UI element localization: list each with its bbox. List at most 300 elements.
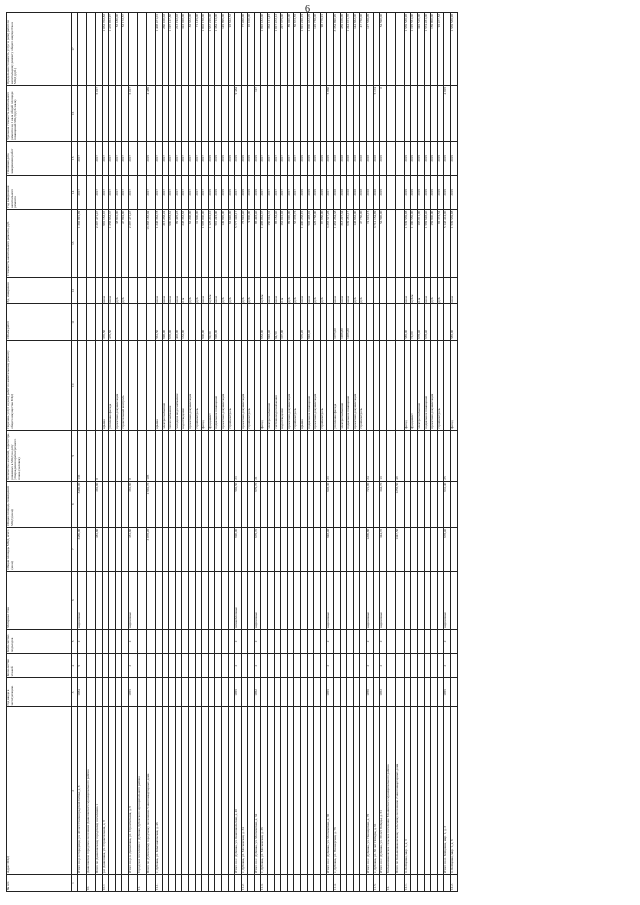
table-cell: 105 <box>146 430 155 481</box>
table-cell <box>281 481 288 527</box>
table-row <box>195 13 202 892</box>
table-cell <box>417 481 424 527</box>
table-cell: кв.м <box>347 277 354 304</box>
table-cell: 2019 <box>215 141 222 175</box>
table-cell <box>287 304 294 340</box>
table-cell: 149 896,00 <box>221 13 228 86</box>
table-cell <box>115 629 122 653</box>
table-cell: 2017 <box>188 141 195 175</box>
table-cell: 502 428,01 <box>307 209 314 277</box>
table-cell <box>115 85 122 141</box>
table-cell: 2017 <box>109 175 116 209</box>
table-cell: 2019 <box>404 141 411 175</box>
column-header: Материал стен <box>7 571 72 629</box>
table-cell <box>347 430 354 481</box>
table-cell <box>221 430 228 481</box>
table-cell: 10 100,00 <box>248 13 255 86</box>
table-cell: 2019 <box>437 141 444 175</box>
table-cell <box>122 430 129 481</box>
table-cell <box>195 678 202 707</box>
table-cell <box>268 571 275 629</box>
table-cell: теплоснабжение <box>169 340 176 430</box>
table-cell <box>450 481 457 527</box>
table-cell: г. Дубовка, ул. Пионерская, д. 76 <box>334 707 341 875</box>
table-cell <box>162 85 169 141</box>
table-cell <box>182 707 189 875</box>
table-cell <box>137 304 146 340</box>
table-row <box>146 13 155 892</box>
table-cell <box>96 629 103 653</box>
table-cell <box>287 527 294 571</box>
table-cell: 2019 <box>301 141 308 175</box>
table-cell: 24 <box>366 430 373 481</box>
table-cell: 1 893 182,00 <box>261 13 268 86</box>
table-cell: фасад <box>404 340 411 430</box>
table-cell <box>395 209 404 277</box>
table-cell <box>340 430 347 481</box>
table-cell: 1 244 101,70 <box>347 13 354 86</box>
table-cell: 690,00 <box>235 527 242 571</box>
table-cell <box>268 481 275 527</box>
table-cell <box>208 629 215 653</box>
table-cell <box>411 527 418 571</box>
table-cell: стройконтроль <box>228 340 235 430</box>
table-cell: электроснабжение <box>417 340 424 430</box>
table-cell <box>261 481 268 527</box>
table-cell <box>380 340 387 430</box>
table-cell: 23 <box>327 430 334 481</box>
table-cell: 2 <box>235 654 242 678</box>
table-cell: руб. <box>360 277 367 304</box>
table-cell <box>162 527 169 571</box>
table-cell <box>162 875 169 892</box>
table-cell <box>417 707 424 875</box>
table-cell <box>353 875 360 892</box>
table-cell: 3 265 517,26 <box>327 209 334 277</box>
table-cell <box>386 340 395 430</box>
table-cell: строительный контроль <box>122 340 129 430</box>
table-cell: 2019 <box>450 175 457 209</box>
table-cell <box>96 678 103 707</box>
table-cell: 2017 <box>274 175 281 209</box>
table-cell: 2019 <box>235 141 242 175</box>
table-cell: 381,80 <box>128 481 137 527</box>
table-cell: 1 032 702,82 <box>102 13 109 86</box>
table-cell <box>188 481 195 527</box>
table-cell <box>137 430 146 481</box>
table-cell: 25 <box>444 430 451 481</box>
column-header: № п/п <box>7 875 72 892</box>
table-cell: 1 400 238,91 <box>301 209 308 277</box>
table-cell <box>424 527 431 571</box>
table-cell <box>78 13 87 86</box>
table-cell <box>215 629 222 653</box>
table-cell: 3 878,20 <box>146 527 155 571</box>
column-number: 7 <box>72 527 78 571</box>
table-cell: 1206,80 <box>366 527 373 571</box>
table-row <box>327 13 334 892</box>
column-number: 3 <box>72 678 78 707</box>
table-cell <box>307 430 314 481</box>
table-cell <box>195 481 202 527</box>
table-cell <box>404 629 411 653</box>
table-cell: 2018 <box>340 141 347 175</box>
table-cell: 2019 <box>146 141 155 175</box>
table-cell <box>182 654 189 678</box>
table-cell: 1 197 127,80 <box>169 13 176 86</box>
table-cell: 344,70 <box>380 527 387 571</box>
table-cell: фасад <box>261 340 268 430</box>
table-cell <box>353 678 360 707</box>
table-row <box>314 13 321 892</box>
table-cell <box>353 527 360 571</box>
table-cell: 5 860 <box>327 85 334 141</box>
table-cell <box>294 571 301 629</box>
table-cell: 585,00 <box>404 304 411 340</box>
table-cell: р.п Даниловка, ул. Строительная, д. 9 <box>102 707 109 875</box>
table-cell: 1 695 000,00 <box>202 209 209 277</box>
table-cell: 561,50 <box>155 304 162 340</box>
table-cell: 2 <box>366 654 373 678</box>
table-cell <box>424 654 431 678</box>
table-cell: система водоснабжения <box>274 340 281 430</box>
table-cell <box>175 629 182 653</box>
table-cell <box>202 527 209 571</box>
table-cell: 2017 <box>261 175 268 209</box>
table-cell: 2017 <box>195 141 202 175</box>
table-cell <box>373 340 380 430</box>
table-cell: кв.м <box>404 277 411 304</box>
table-cell <box>431 707 438 875</box>
table-cell: руб. <box>287 277 294 304</box>
table-cell <box>450 430 457 481</box>
table-cell <box>202 678 209 707</box>
table-cell: проектная документация <box>115 340 122 430</box>
table-cell <box>128 340 137 430</box>
table-cell: 10.1 <box>102 875 109 892</box>
table-cell <box>274 875 281 892</box>
table-cell <box>353 654 360 678</box>
table-cell <box>109 85 116 141</box>
table-cell: кирпичные <box>327 571 334 629</box>
table-cell: подвальное помещение <box>215 340 222 430</box>
table-cell <box>102 678 109 707</box>
table-cell: 2019 <box>450 141 457 175</box>
table-cell <box>115 430 122 481</box>
table-cell <box>215 481 222 527</box>
table-cell <box>373 304 380 340</box>
table-cell <box>294 875 301 892</box>
table-cell <box>128 13 137 86</box>
table-row <box>424 13 431 892</box>
table-cell <box>373 277 380 304</box>
table-cell <box>301 678 308 707</box>
table-cell: 62 200,00 <box>188 209 195 277</box>
table-cell: 2017 <box>294 141 301 175</box>
table-row <box>202 13 209 892</box>
table-cell <box>155 430 162 481</box>
table-cell: 2018 <box>353 175 360 209</box>
table-cell <box>261 85 268 141</box>
table-cell: 2018 <box>340 175 347 209</box>
table-cell: 3 354 890,96 <box>334 13 341 86</box>
table-cell: 2017 <box>96 141 103 175</box>
table-cell: кв.м <box>109 277 116 304</box>
table-cell <box>195 629 202 653</box>
table-cell <box>450 527 457 571</box>
table-cell: кв.м <box>301 277 308 304</box>
table-cell <box>175 85 182 141</box>
table-cell: 2019 <box>221 141 228 175</box>
table-cell: 2019 <box>380 175 387 209</box>
table-cell: куб.м <box>208 277 215 304</box>
table-cell: 11.1. <box>155 875 162 892</box>
table-cell: 1 569 628,40 <box>424 209 431 277</box>
table-cell: 2 <box>128 629 137 653</box>
table-cell <box>146 654 155 678</box>
table-cell <box>128 277 137 304</box>
table-cell <box>102 654 109 678</box>
table-cell <box>115 481 122 527</box>
table-cell: п. Бойцовка, мкр. 1, д. 3 <box>404 707 411 875</box>
table-cell: 74 616,15 <box>366 209 373 277</box>
table-cell: 93 622,53 <box>228 13 235 86</box>
table-cell: 2018 <box>347 141 354 175</box>
table-cell <box>87 277 96 304</box>
table-cell: 346 516,00 <box>417 13 424 86</box>
table-cell: 1962 <box>254 678 261 707</box>
table-cell: стройконтроль <box>437 340 444 430</box>
table-cell: руб. <box>115 277 122 304</box>
table-cell <box>334 430 341 481</box>
table-cell <box>340 481 347 527</box>
table-cell <box>404 571 411 629</box>
table-cell <box>169 527 176 571</box>
table-cell <box>182 430 189 481</box>
table-cell: 2019 <box>411 175 418 209</box>
table-cell: 2 297 471,47 <box>128 209 137 277</box>
table-cell: 2017 <box>287 141 294 175</box>
table-cell: Большеивановское сельское поселение Ельнинского муниципального района <box>386 707 395 875</box>
table-cell <box>208 678 215 707</box>
column-number: 4 <box>72 654 78 678</box>
table-cell: 2 <box>254 654 261 678</box>
table-cell: фасад <box>450 340 457 430</box>
table-cell <box>155 527 162 571</box>
table-cell: 344,70 <box>380 481 387 527</box>
table-cell: г. Дубовка, ул. Московская, д. 36 <box>261 707 268 875</box>
table-cell <box>404 678 411 707</box>
table-cell <box>248 430 255 481</box>
table-cell: 2018 <box>373 175 380 209</box>
table-cell: кв.м <box>274 277 281 304</box>
table-cell <box>87 571 96 629</box>
table-cell <box>137 277 146 304</box>
table-cell <box>307 875 314 892</box>
table-cell <box>417 678 424 707</box>
table-cell <box>373 430 380 481</box>
table-cell <box>162 571 169 629</box>
table-cell: 2 <box>327 629 334 653</box>
table-cell <box>281 678 288 707</box>
table-cell <box>261 571 268 629</box>
table-cell <box>202 430 209 481</box>
table-cell <box>155 654 162 678</box>
table-cell: 2019 <box>241 175 248 209</box>
table-cell: 2 <box>254 629 261 653</box>
table-cell: 2017 <box>122 175 129 209</box>
table-cell: 2017 <box>195 175 202 209</box>
column-number: 6 <box>72 571 78 629</box>
table-cell <box>294 654 301 678</box>
table-cell: 2017 <box>188 175 195 209</box>
table-cell <box>175 654 182 678</box>
table-cell <box>411 654 418 678</box>
table-cell <box>182 875 189 892</box>
table-cell: 2 981,70 <box>146 481 155 527</box>
table-cell <box>360 875 367 892</box>
table-cell <box>137 629 146 653</box>
table-cell <box>115 678 122 707</box>
table-cell <box>301 707 308 875</box>
table-cell <box>202 629 209 653</box>
table-cell: 13 383 183,04 <box>146 209 155 277</box>
table-cell <box>235 304 242 340</box>
table-cell: 47 750,00 <box>360 209 367 277</box>
table-body <box>72 13 458 892</box>
table-cell: кв.м <box>424 277 431 304</box>
column-header: Общая площадь МКД, всего (кв.м) <box>7 527 72 571</box>
table-cell: 2017 <box>96 175 103 209</box>
table-cell <box>417 527 424 571</box>
table-cell: 1 195 551,00 <box>411 13 418 86</box>
table-cell <box>109 571 116 629</box>
table-cell: 86 493,40 <box>254 209 261 277</box>
table-cell <box>188 707 195 875</box>
table-cell: 2 <box>128 654 137 678</box>
table-cell <box>404 527 411 571</box>
table-cell <box>431 304 438 340</box>
table-cell <box>261 629 268 653</box>
table-cell: кв.м <box>334 277 341 304</box>
table-row <box>294 13 301 892</box>
table-cell: 1255,50 <box>395 481 404 527</box>
table-row <box>411 13 418 892</box>
table-cell: 2019 <box>301 175 308 209</box>
table-cell: 323 028,00 <box>182 13 189 86</box>
table-cell: п.м <box>417 277 424 304</box>
table-cell <box>395 654 404 678</box>
table-cell <box>353 304 360 340</box>
table-cell <box>294 629 301 653</box>
table-cell <box>169 654 176 678</box>
table-cell <box>417 875 424 892</box>
table-cell: стройконтроль <box>320 340 327 430</box>
table-cell: 2 <box>444 654 451 678</box>
table-cell <box>268 875 275 892</box>
table-cell <box>411 707 418 875</box>
table-cell: 2019 <box>314 141 321 175</box>
table-cell <box>287 678 294 707</box>
table-cell: 403,00 <box>175 304 182 340</box>
table-cell <box>78 85 87 141</box>
table-cell <box>334 654 341 678</box>
table-cell: 2019 <box>404 175 411 209</box>
table-cell: кирпичные <box>78 571 87 629</box>
table-cell: фасад <box>202 340 209 430</box>
table-cell: 2018 <box>373 141 380 175</box>
table-cell <box>281 707 288 875</box>
table-cell <box>102 430 109 481</box>
table-cell: 721,90 <box>366 481 373 527</box>
table-cell <box>188 629 195 653</box>
table-cell: 126 758,00 <box>314 209 321 277</box>
table-row <box>102 13 109 892</box>
table-cell <box>241 571 248 629</box>
table-cell <box>444 340 451 430</box>
table-cell <box>411 430 418 481</box>
table-cell: Итого по г. Дубовка, ул. Московская, д. 36 <box>327 707 334 875</box>
table-cell <box>241 654 248 678</box>
table-cell <box>395 13 404 86</box>
table-cell: 11.3. <box>261 875 268 892</box>
table-cell <box>146 629 155 653</box>
table-cell <box>202 481 209 527</box>
table-cell: 11.5. <box>373 875 380 892</box>
table-cell <box>115 527 122 571</box>
table-cell: водоотведение <box>281 340 288 430</box>
table-row <box>175 13 182 892</box>
table-cell: Итого по р.п Городищи, ул. 40 лет Сталинградской битвы, д. 8 <box>78 707 87 875</box>
column-header: Общая площадь помещений МКД (кв.м) <box>7 481 72 527</box>
table-cell: Городское поселение г. Дубовка Дубовского муниципального района <box>137 707 146 875</box>
table-cell: 948,40 <box>307 304 314 340</box>
table-cell <box>261 430 268 481</box>
table-row <box>340 13 347 892</box>
table-cell <box>162 430 169 481</box>
table-cell <box>366 277 373 304</box>
table-cell <box>431 85 438 141</box>
table-cell <box>109 629 116 653</box>
table-cell <box>208 707 215 875</box>
table-cell: 2017 <box>155 175 162 209</box>
table-row <box>188 13 195 892</box>
table-cell <box>274 481 281 527</box>
table-cell: 162 022,02 <box>281 209 288 277</box>
table-cell: Итого по г. Дубовка, ул. Пионерская, д. 76 <box>366 707 373 875</box>
table-row <box>281 13 288 892</box>
table-cell: 1984 <box>78 678 87 707</box>
table-cell <box>96 571 103 629</box>
table-cell: 2017 <box>169 141 176 175</box>
column-header: Год завершения капитального ремонта <box>7 175 72 209</box>
table-cell <box>411 481 418 527</box>
table-cell <box>162 481 169 527</box>
table-cell <box>314 304 321 340</box>
table-cell <box>417 571 424 629</box>
table-cell <box>431 875 438 892</box>
table-cell <box>115 707 122 875</box>
table-cell <box>395 678 404 707</box>
table-cell <box>115 654 122 678</box>
table-cell <box>340 571 347 629</box>
table-cell <box>109 527 116 571</box>
table-row <box>162 13 169 892</box>
table-cell <box>347 629 354 653</box>
table-cell <box>122 875 129 892</box>
table-cell <box>314 481 321 527</box>
table-cell <box>353 430 360 481</box>
